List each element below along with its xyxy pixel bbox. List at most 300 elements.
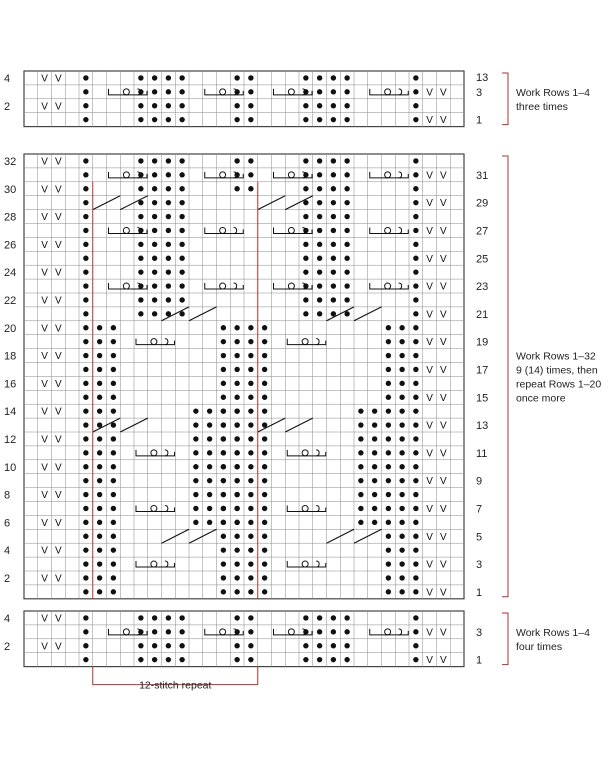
- knit-dot: [111, 381, 116, 386]
- row-number-right: 13: [476, 420, 489, 433]
- knit-dot: [221, 353, 226, 358]
- knit-dot: [83, 367, 88, 372]
- knit-dot: [331, 214, 336, 219]
- knit-dot: [234, 561, 239, 566]
- knit-dot: [97, 575, 102, 580]
- knit-dot: [386, 464, 391, 469]
- knit-dot: [303, 615, 308, 620]
- knit-dot: [207, 450, 212, 455]
- knit-dot: [97, 353, 102, 358]
- slip-stitch-v: V: [55, 295, 62, 307]
- knit-dot: [358, 464, 363, 469]
- knit-dot: [344, 75, 349, 80]
- knit-dot: [166, 103, 171, 108]
- knit-dot: [358, 478, 363, 483]
- knit-dot: [152, 256, 157, 261]
- knit-dot: [166, 228, 171, 233]
- knit-dot: [317, 269, 322, 274]
- knit-dot: [413, 506, 418, 511]
- knit-dot: [262, 422, 267, 427]
- row-number-left: 4: [4, 545, 11, 558]
- knit-dot: [179, 214, 184, 219]
- row-number-left: 28: [4, 211, 17, 224]
- cable-2-over-2-icon: [370, 629, 409, 635]
- knit-dot: [221, 534, 226, 539]
- slip-stitch-v: V: [55, 378, 62, 390]
- slip-stitch-v: V: [440, 655, 447, 667]
- top-extra-label: 13: [476, 72, 489, 84]
- slip-stitch-v: V: [55, 573, 62, 585]
- knit-dot: [413, 200, 418, 205]
- knit-dot: [111, 353, 116, 358]
- knit-dot: [413, 214, 418, 219]
- row-number-right: 7: [476, 503, 483, 516]
- slip-stitch-v: V: [426, 309, 433, 321]
- knit-dot: [234, 422, 239, 427]
- slip-stitch-v: V: [440, 531, 447, 543]
- knit-dot: [83, 242, 88, 247]
- knit-dot: [83, 311, 88, 316]
- knit-dot: [166, 75, 171, 80]
- row-number-left: 26: [4, 239, 17, 252]
- knit-dot: [317, 186, 322, 191]
- cable-2-over-2-icon: [136, 505, 175, 511]
- slip-stitch-v: V: [426, 531, 433, 543]
- row-number-left: 22: [4, 294, 17, 307]
- knit-dot: [234, 506, 239, 511]
- knit-dot: [138, 297, 143, 302]
- knit-dot: [221, 450, 226, 455]
- knit-dot: [386, 339, 391, 344]
- knit-dot: [248, 172, 253, 177]
- knit-dot: [248, 615, 253, 620]
- knit-dot: [413, 325, 418, 330]
- knit-dot: [152, 214, 157, 219]
- knit-dot: [262, 478, 267, 483]
- knit-dot: [166, 242, 171, 247]
- knit-dot: [372, 478, 377, 483]
- slip-stitch-v: V: [41, 184, 48, 196]
- knit-dot: [262, 534, 267, 539]
- knit-dot: [248, 575, 253, 580]
- knit-dot: [248, 589, 253, 594]
- row-number-left: 2: [4, 572, 11, 585]
- knit-dot: [166, 186, 171, 191]
- knit-dot: [344, 103, 349, 108]
- knit-dot: [344, 214, 349, 219]
- knit-dot: [83, 464, 88, 469]
- knit-dot: [248, 367, 253, 372]
- knit-dot: [111, 575, 116, 580]
- row-number-left: 2: [4, 100, 11, 113]
- knit-dot: [248, 464, 253, 469]
- knit-dot: [234, 534, 239, 539]
- knit-dot: [83, 158, 88, 163]
- knit-dot: [358, 408, 363, 413]
- knit-dot: [248, 408, 253, 413]
- knit-dot: [248, 381, 253, 386]
- knit-dot: [166, 158, 171, 163]
- knit-dot: [83, 408, 88, 413]
- knit-dot: [331, 89, 336, 94]
- knit-dot: [413, 256, 418, 261]
- knit-dot: [344, 657, 349, 662]
- knit-dot: [386, 520, 391, 525]
- knit-dot: [372, 422, 377, 427]
- knit-dot: [248, 339, 253, 344]
- knit-dot: [317, 297, 322, 302]
- knit-dot: [221, 436, 226, 441]
- knit-dot: [83, 615, 88, 620]
- knit-dot: [166, 89, 171, 94]
- row-number-right: 5: [476, 531, 483, 544]
- knit-dot: [413, 547, 418, 552]
- knit-dot: [413, 103, 418, 108]
- knit-dot: [317, 172, 322, 177]
- slip-stitch-v: V: [55, 267, 62, 279]
- knit-dot: [331, 311, 336, 316]
- knit-dot: [166, 269, 171, 274]
- knit-dot: [138, 256, 143, 261]
- knit-dot: [221, 575, 226, 580]
- knit-dot: [97, 492, 102, 497]
- knit-dot: [331, 172, 336, 177]
- knit-dot: [111, 395, 116, 400]
- knit-dot: [179, 186, 184, 191]
- knit-dot: [207, 436, 212, 441]
- knit-dot: [248, 186, 253, 191]
- knit-dot: [344, 283, 349, 288]
- knit-dot: [138, 214, 143, 219]
- section-bracket: [502, 73, 508, 125]
- knit-dot: [138, 242, 143, 247]
- knit-dot: [166, 200, 171, 205]
- knit-dot: [303, 200, 308, 205]
- slip-stitch-v: V: [55, 517, 62, 529]
- knit-dot: [399, 325, 404, 330]
- knit-dot: [97, 450, 102, 455]
- knit-dot: [97, 381, 102, 386]
- slip-stitch-v: V: [41, 351, 48, 363]
- row-number-right: 21: [476, 308, 489, 321]
- knit-dot: [83, 589, 88, 594]
- row-number-left: 10: [4, 461, 17, 474]
- slip-stitch-v: V: [55, 545, 62, 557]
- knit-dot: [152, 242, 157, 247]
- knit-dot: [152, 75, 157, 80]
- knit-dot: [221, 464, 226, 469]
- knit-dot: [83, 283, 88, 288]
- knit-dot: [399, 506, 404, 511]
- slip-stitch-v: V: [41, 295, 48, 307]
- knit-dot: [262, 381, 267, 386]
- knit-dot: [138, 103, 143, 108]
- slip-stitch-v: V: [426, 115, 433, 127]
- knit-dot: [413, 492, 418, 497]
- knit-dot: [97, 506, 102, 511]
- slip-stitch-v: V: [41, 462, 48, 474]
- knit-dot: [331, 103, 336, 108]
- knit-dot: [234, 478, 239, 483]
- knit-dot: [83, 117, 88, 122]
- knit-dot: [207, 408, 212, 413]
- knit-dot: [111, 561, 116, 566]
- knit-dot: [234, 520, 239, 525]
- knit-dot: [344, 228, 349, 233]
- knit-dot: [248, 520, 253, 525]
- slip-stitch-v: V: [426, 448, 433, 460]
- knit-dot: [207, 464, 212, 469]
- slip-stitch-v: V: [41, 378, 48, 390]
- knit-dot: [358, 436, 363, 441]
- knit-dot: [331, 297, 336, 302]
- slip-stitch-v: V: [440, 198, 447, 210]
- knit-dot: [221, 339, 226, 344]
- knit-dot: [152, 615, 157, 620]
- row-number-left: 2: [4, 640, 11, 653]
- knit-dot: [166, 117, 171, 122]
- knit-dot: [386, 492, 391, 497]
- section-bracket: [502, 613, 508, 665]
- knit-dot: [83, 450, 88, 455]
- knit-dot: [111, 464, 116, 469]
- knit-dot: [399, 339, 404, 344]
- knit-dot: [413, 381, 418, 386]
- slip-stitch-v: V: [55, 406, 62, 418]
- slip-stitch-v: V: [41, 323, 48, 335]
- knit-dot: [193, 506, 198, 511]
- knit-dot: [221, 367, 226, 372]
- knit-dot: [152, 200, 157, 205]
- knit-dot: [207, 520, 212, 525]
- cable-2-over-2-icon: [370, 89, 409, 95]
- knit-dot: [138, 657, 143, 662]
- knit-dot: [331, 256, 336, 261]
- knit-dot: [262, 492, 267, 497]
- knit-dot: [221, 492, 226, 497]
- knit-dot: [179, 297, 184, 302]
- knit-dot: [248, 657, 253, 662]
- row-number-left: 4: [4, 612, 11, 625]
- knit-dot: [83, 200, 88, 205]
- knit-dot: [97, 325, 102, 330]
- knit-dot: [248, 436, 253, 441]
- knit-dot: [303, 269, 308, 274]
- knit-dot: [234, 575, 239, 580]
- knit-dot: [248, 75, 253, 80]
- knit-dot: [413, 450, 418, 455]
- slip-stitch-v: V: [426, 170, 433, 182]
- knit-dot: [344, 311, 349, 316]
- knit-dot: [399, 450, 404, 455]
- slip-stitch-v: V: [41, 545, 48, 557]
- knit-dot: [111, 478, 116, 483]
- slip-stitch-v: V: [426, 587, 433, 599]
- knit-dot: [111, 506, 116, 511]
- knit-dot: [111, 367, 116, 372]
- knit-dot: [248, 547, 253, 552]
- knit-dot: [386, 325, 391, 330]
- knit-dot: [83, 520, 88, 525]
- grid-bottom-border: [24, 611, 464, 667]
- knit-dot: [248, 158, 253, 163]
- section-note-line: Work Rows 1–4: [516, 626, 590, 639]
- knit-dot: [97, 367, 102, 372]
- knit-dot: [166, 214, 171, 219]
- row-number-right: 11: [476, 447, 488, 460]
- slip-stitch-v: V: [55, 490, 62, 502]
- row-number-right: 15: [476, 392, 489, 405]
- knit-dot: [97, 464, 102, 469]
- knit-dot: [83, 214, 88, 219]
- section-note-line: once more: [516, 392, 566, 405]
- slip-stitch-v: V: [426, 281, 433, 293]
- knit-dot: [399, 395, 404, 400]
- knit-dot: [317, 89, 322, 94]
- knit-dot: [97, 478, 102, 483]
- knit-dot: [221, 547, 226, 552]
- knit-dot: [152, 283, 157, 288]
- knit-dot: [193, 450, 198, 455]
- slip-stitch-v: V: [41, 239, 48, 251]
- slip-stitch-v: V: [426, 503, 433, 515]
- slip-stitch-v: V: [426, 476, 433, 488]
- knit-dot: [413, 589, 418, 594]
- knit-dot: [303, 657, 308, 662]
- knit-dot: [303, 158, 308, 163]
- knit-dot: [317, 200, 322, 205]
- knit-dot: [83, 297, 88, 302]
- slip-stitch-v: V: [55, 212, 62, 224]
- slip-stitch-v: V: [440, 503, 447, 515]
- knit-dot: [386, 422, 391, 427]
- knit-dot: [152, 228, 157, 233]
- knit-dot: [138, 643, 143, 648]
- knit-dot: [413, 158, 418, 163]
- knit-dot: [83, 395, 88, 400]
- knit-dot: [179, 89, 184, 94]
- knit-dot: [83, 506, 88, 511]
- section-bracket: [502, 156, 508, 597]
- knit-dot: [83, 561, 88, 566]
- knit-dot: [221, 395, 226, 400]
- cable-2-over-2-icon: [136, 450, 175, 456]
- knit-dot: [317, 311, 322, 316]
- knit-dot: [413, 408, 418, 413]
- knit-dot: [413, 353, 418, 358]
- knit-dot: [358, 520, 363, 525]
- knit-dot: [179, 117, 184, 122]
- knit-dot: [331, 228, 336, 233]
- knit-dot: [399, 534, 404, 539]
- knit-dot: [97, 534, 102, 539]
- knit-dot: [331, 117, 336, 122]
- knit-dot: [234, 492, 239, 497]
- slip-stitch-v: V: [41, 573, 48, 585]
- knit-dot: [97, 561, 102, 566]
- knit-dot: [166, 311, 171, 316]
- slip-stitch-v: V: [55, 323, 62, 335]
- slip-stitch-v: V: [440, 170, 447, 182]
- knit-dot: [386, 395, 391, 400]
- knit-dot: [234, 353, 239, 358]
- knit-dot: [386, 589, 391, 594]
- slip-stitch-v: V: [440, 309, 447, 321]
- knit-dot: [262, 353, 267, 358]
- knit-dot: [83, 172, 88, 177]
- knit-dot: [166, 643, 171, 648]
- knit-dot: [152, 657, 157, 662]
- slip-stitch-v: V: [41, 613, 48, 625]
- knit-dot: [413, 228, 418, 233]
- knit-dot: [111, 325, 116, 330]
- knit-dot: [399, 464, 404, 469]
- slip-stitch-v: V: [426, 392, 433, 404]
- knit-dot: [399, 575, 404, 580]
- knit-dot: [138, 615, 143, 620]
- slip-stitch-v: V: [426, 627, 433, 639]
- slip-stitch-v: V: [41, 641, 48, 653]
- knit-dot: [138, 311, 143, 316]
- knit-dot: [179, 269, 184, 274]
- section-note-line: 9 (14) times, then: [516, 364, 598, 377]
- knit-dot: [234, 547, 239, 552]
- knit-dot: [234, 75, 239, 80]
- knit-dot: [221, 561, 226, 566]
- knit-dot: [399, 520, 404, 525]
- knit-dot: [248, 534, 253, 539]
- slip-stitch-v: V: [440, 225, 447, 237]
- knit-dot: [83, 325, 88, 330]
- knit-dot: [399, 547, 404, 552]
- slip-stitch-v: V: [41, 490, 48, 502]
- knit-dot: [317, 615, 322, 620]
- knit-dot: [83, 381, 88, 386]
- knit-dot: [372, 506, 377, 511]
- knit-dot: [97, 589, 102, 594]
- cable-2-over-2-icon: [136, 339, 175, 345]
- knit-dot: [111, 520, 116, 525]
- knit-dot: [152, 172, 157, 177]
- knit-dot: [179, 172, 184, 177]
- knit-dot: [413, 242, 418, 247]
- knit-dot: [111, 408, 116, 413]
- knit-dot: [179, 629, 184, 634]
- row-number-right: 1: [476, 114, 483, 127]
- knit-dot: [221, 506, 226, 511]
- slip-stitch-v: V: [55, 462, 62, 474]
- knit-dot: [303, 643, 308, 648]
- knit-dot: [413, 629, 418, 634]
- knit-dot: [166, 615, 171, 620]
- knit-dot: [179, 75, 184, 80]
- knit-dot: [138, 269, 143, 274]
- knit-dot: [83, 534, 88, 539]
- knit-dot: [399, 492, 404, 497]
- knit-dot: [166, 256, 171, 261]
- grid-main-pattern: [24, 154, 464, 599]
- slip-stitch-v: V: [440, 253, 447, 265]
- slip-stitch-v: V: [440, 364, 447, 376]
- knit-dot: [331, 200, 336, 205]
- knit-dot: [83, 353, 88, 358]
- knit-dot: [303, 297, 308, 302]
- slip-stitch-v: V: [440, 420, 447, 432]
- knit-dot: [386, 436, 391, 441]
- knit-dot: [248, 422, 253, 427]
- knit-dot: [152, 629, 157, 634]
- knit-dot: [234, 339, 239, 344]
